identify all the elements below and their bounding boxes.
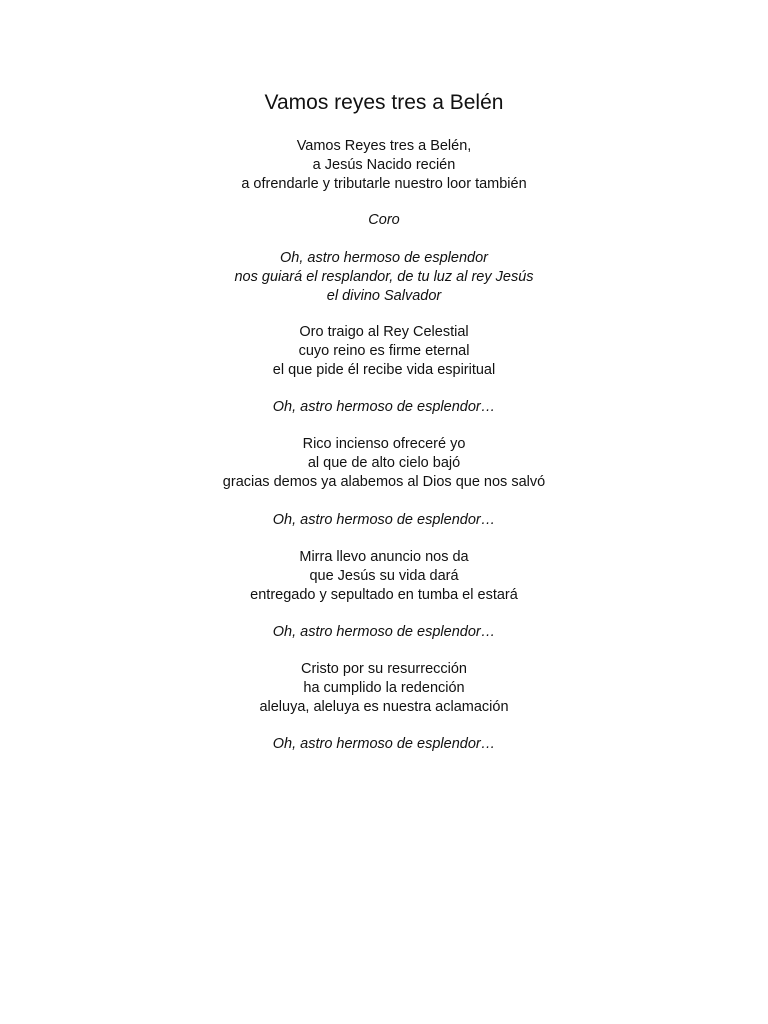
refrain-2-text: Oh, astro hermoso de esplendor… [272,512,496,528]
verse-5-line-1: Cristo por su resurrección [301,661,467,677]
chorus-label-text: Coro [368,212,400,228]
refrain-4 [0,735,768,754]
verse-2-line-3: el que pide él recibe vida espiritual [272,362,496,378]
chorus-label [0,211,768,230]
verse-1-line-2: a Jesús Nacido recién [312,157,456,173]
verse-5-line-3: aleluya, aleluya es nuestra aclamación [259,699,509,715]
refrain-3 [0,623,768,642]
verse-4-line-3: entregado y sepultado en tumba el estará [250,587,518,603]
verse-3-line-3: gracias demos ya alabemos al Dios que nos salvó [222,474,546,490]
verse-5-line-2: ha cumplido la redención [303,680,465,696]
chorus-line-1: Oh, astro hermoso de esplendor [280,250,488,266]
refrain-3-text: Oh, astro hermoso de esplendor… [272,624,496,640]
chorus-line-2: nos guiará el resplandor, de tu luz al rey Jesús [234,269,534,285]
verse-2 [0,323,768,380]
verse-1-line-1: Vamos Reyes tres a Belén, [296,138,472,154]
chorus [0,249,768,306]
verse-4 [0,548,768,605]
song-title: Vamos reyes tres a Belén [264,91,504,114]
verse-4-line-2: que Jesús su vida dará [309,568,459,584]
refrain-2 [0,511,768,530]
refrain-1 [0,398,768,417]
verse-2-line-1: Oro traigo al Rey Celestial [299,324,469,340]
verse-1-line-3: a ofrendarle y tributarle nuestro loor también [241,176,527,192]
verse-1 [0,137,768,194]
verse-4-line-1: Mirra llevo anuncio nos da [299,549,469,565]
verse-3-line-1: Rico incienso ofreceré yo [302,436,466,452]
refrain-4-text: Oh, astro hermoso de esplendor… [272,736,496,752]
chorus-line-3: el divino Salvador [326,288,442,304]
verse-2-line-2: cuyo reino es firme eternal [298,343,470,359]
refrain-1-text: Oh, astro hermoso de esplendor… [272,399,496,415]
verse-3-line-2: al que de alto cielo bajó [307,455,461,471]
verse-3 [0,435,768,492]
verse-5 [0,660,768,717]
